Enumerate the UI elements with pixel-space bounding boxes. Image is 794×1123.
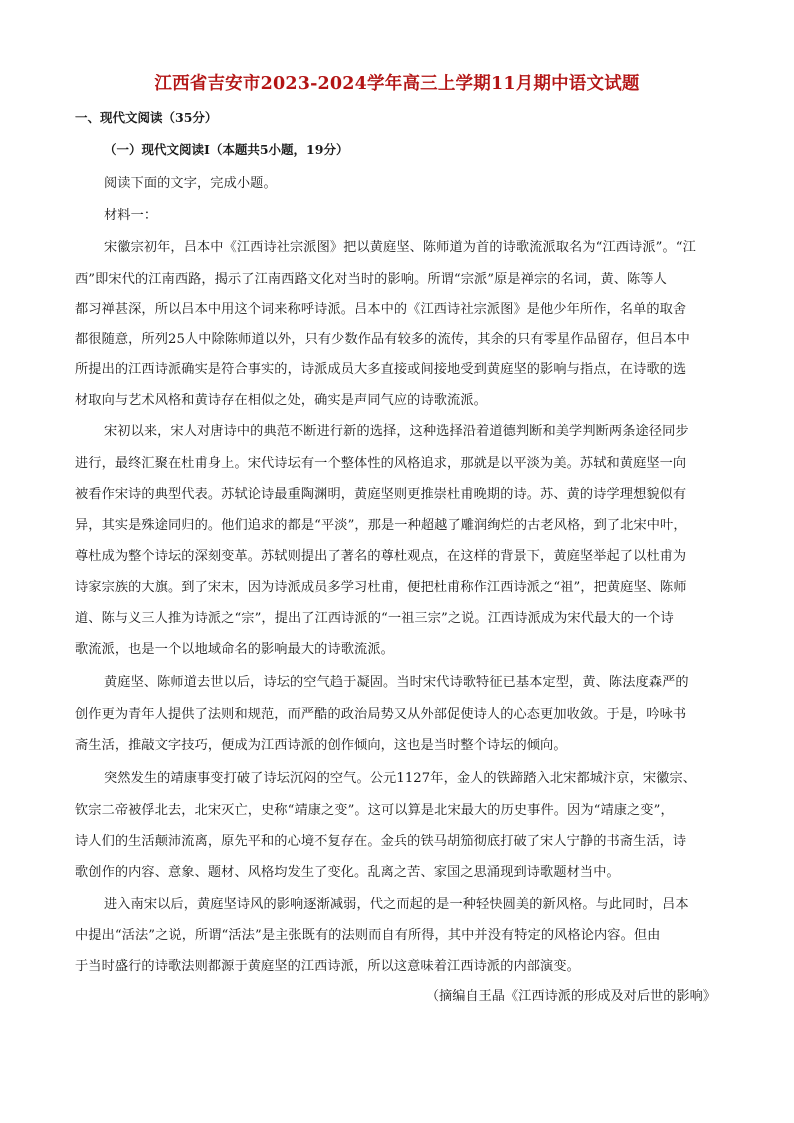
paragraph-line: 尊杜成为整个诗坛的深刻变革。苏轼则提出了著名的尊杜观点，在这样的背景下，黄庭坚举起了以杜甫为	[75, 549, 687, 564]
subsection-heading: （一）现代文阅读Ⅰ（本题共5小题，19分）	[104, 142, 349, 157]
paragraph-line: 钦宗二帝被俘北去，北宋灭亡，史称“靖康之变”。这可以算是北宋最大的历史事件。因为“靖康之变”，	[75, 803, 674, 818]
paragraph-line: 进行，最终汇聚在杜甫身上。宋代诗坛有一个整体性的风格追求，那就是以平淡为美。苏轼和黄庭坚一向	[75, 456, 687, 471]
paragraph-line: 宋初以来，宋人对唐诗中的典范不断进行新的选择，这种选择沿着道德判断和美学判断两条途径同步	[104, 424, 689, 439]
paragraph-line: 斋生活，推敲文字技巧，便成为江西诗派的创作倾向，这也是当时整个诗坛的倾向。	[75, 738, 567, 753]
paragraph-line: 诗家宗族的大旗。到了宋末，因为诗派成员多学习杜甫，便把杜甫称作江西诗派之“祖”，把黄庭坚、陈师	[75, 580, 687, 595]
paragraph-line: 黄庭坚、陈师道去世以后，诗坛的空气趋于凝固。当时宋代诗歌特征已基本定型，黄、陈法度森严的	[104, 675, 689, 690]
page-title: 江西省吉安市2023-2024学年高三上学期11月期中语文试题	[154, 74, 640, 94]
paragraph-line: 所提出的江西诗派确实是符合事实的，诗派成员大多直接或间接地受到黄庭坚的影响与指点，在诗歌的选	[75, 362, 687, 377]
source-citation: （摘编自王晶《江西诗派的形成及对后世的影响》	[425, 989, 716, 1004]
paragraph-line: 中提出“活法”之说，所谓“活法”是主张既有的法则而自有所得，其中并没有特定的风格论内容。但由	[75, 928, 661, 943]
paragraph-line: 都习禅甚深，所以吕本中用这个词来称呼诗派。吕本中的《江西诗社宗派图》是他少年所作，名单的取舍	[75, 302, 687, 317]
paragraph-line: 西”即宋代的江南西路，揭示了江南西路文化对当时的影响。所谓“宗派”原是禅宗的名词，黄、陈等人	[75, 272, 667, 287]
material-label: 材料一：	[104, 208, 158, 223]
section-heading: 一、现代文阅读（35分）	[75, 110, 218, 125]
paragraph-line: 材取向与艺术风格和黄诗存在相似之处，确实是声同气应的诗歌流派。	[75, 393, 487, 408]
paragraph-line: 都很随意，所列25人中除陈师道以外，只有少数作品有较多的流传，其余的只有零星作品留存，但吕本中	[75, 332, 690, 347]
paragraph-line: 异，其实是殊途同归的。他们追求的都是“平淡”，那是一种超越了雕润绚烂的古老风格，到了北宋中叶，	[75, 518, 687, 533]
paragraph-line: 被看作宋诗的典型代表。苏轼论诗最重陶渊明，黄庭坚则更推崇杜甫晚期的诗。苏、黄的诗学理想貌似有	[75, 487, 687, 502]
paragraph-line: 歌流派，也是一个以地域命名的影响最大的诗歌流派。	[75, 642, 394, 657]
paragraph-line: 歌创作的内容、意象、题材、风格均发生了变化。乱离之苦、家国之思涌现到诗歌题材当中。	[75, 865, 620, 880]
paragraph-line: 宋徽宗初年，吕本中《江西诗社宗派图》把以黄庭坚、陈师道为首的诗歌流派取名为“江西诗派”。“江	[104, 240, 696, 255]
paragraph-line: 于当时盛行的诗歌法则都源于黄庭坚的江西诗派，所以这意味着江西诗派的内部演变。	[75, 959, 580, 974]
paragraph-line: 创作更为青年人提供了法则和规范，而严酷的政治局势又从外部促使诗人的心态更加收敛。于是，吟咏书	[75, 707, 687, 722]
paragraph-line: 道、陈与义三人推为诗派之“宗”，提出了江西诗派的“一祖三宗”之说。江西诗派成为宋代最大的一个诗	[75, 611, 674, 626]
intro-text: 阅读下面的文字，完成小题。	[104, 176, 277, 191]
paragraph-line: 突然发生的靖康事变打破了诗坛沉闷的空气。公元1127年，金人的铁蹄踏入北宋都城汴京，宋徽宗、	[104, 771, 697, 786]
paragraph-line: 进入南宋以后，黄庭坚诗风的影响逐渐减弱，代之而起的是一种轻快圆美的新风格。与此同时，吕本	[104, 897, 689, 912]
paragraph-line: 诗人们的生活颠沛流离，原先平和的心境不复存在。金兵的铁马胡笳彻底打破了宋人宁静的书斋生活，诗	[75, 834, 687, 849]
